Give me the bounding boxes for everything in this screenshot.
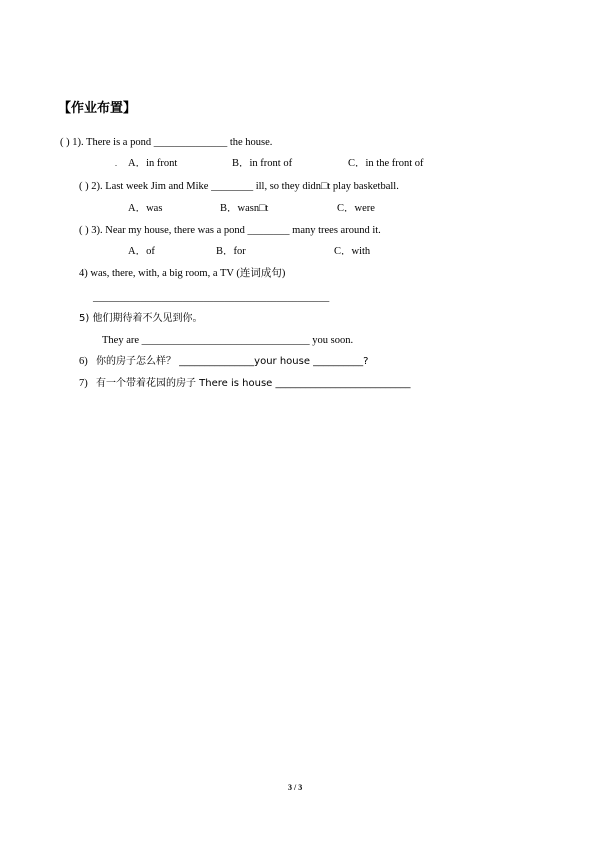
question-1-option-a: A．in front	[128, 158, 178, 169]
question-1-dot: .	[115, 159, 117, 168]
question-7-stem: 有一个带着花园的房子 There is house ___________________________	[96, 378, 411, 389]
question-6-stem: 你的房子怎么样？ _______________your house __________?	[96, 356, 369, 367]
question-4-answer-blank: _____________________________________________	[93, 292, 330, 303]
question-4-stem: 4) was, there, with, a big room, a TV (连词成句)	[79, 268, 286, 279]
question-2-option-c: C．were	[337, 203, 375, 214]
question-3-stem: ( ) 3). Near my house, there was a pond ________ many trees around it.	[79, 225, 381, 236]
question-1-option-c: C．in the front of	[348, 158, 424, 169]
question-2-option-a: A．was	[128, 203, 163, 214]
question-5-stem: 5) 他们期待着不久见到你。	[79, 313, 203, 324]
question-3-option-a: A．of	[128, 246, 155, 257]
question-6-number: 6)	[79, 356, 88, 367]
question-2-option-b: B．wasn□t	[220, 203, 269, 214]
question-3-option-b: B．for	[216, 246, 246, 257]
page-title: 【作业布置】	[58, 101, 137, 116]
question-5-answer-line: They are ________________________________ you soon.	[102, 335, 354, 346]
question-3-option-c: C．with	[334, 246, 371, 257]
page-number: 3 / 3	[288, 783, 303, 792]
question-1-option-b: B．in front of	[232, 158, 293, 169]
question-7-number: 7)	[79, 378, 88, 389]
question-1-stem: ( ) 1). There is a pond ______________ the house.	[60, 137, 273, 148]
question-2-stem: ( ) 2). Last week Jim and Mike ________ ill, so they didn□t play basketball.	[79, 181, 399, 192]
